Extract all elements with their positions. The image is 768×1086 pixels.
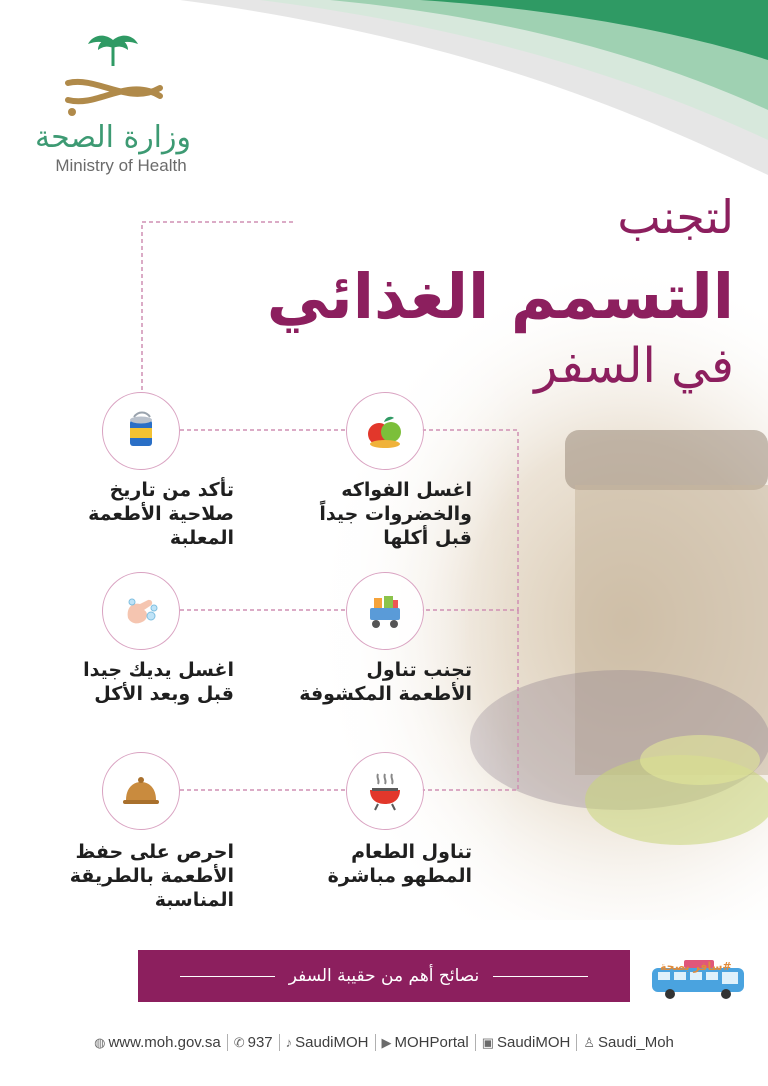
snapchat-text: Saudi_Moh	[598, 1034, 674, 1051]
canned-food-icon	[118, 408, 164, 454]
travel-bus-icon	[644, 950, 752, 1002]
campaign-hashtag: #سافر بصحة	[660, 960, 732, 973]
tip-icon-circle-6	[102, 752, 180, 830]
banner-line-right	[493, 976, 588, 977]
phone-icon: ✆	[233, 1034, 245, 1050]
footer-twitter[interactable]	[279, 1034, 375, 1051]
title-line-3: في السفر	[534, 338, 734, 394]
youtube-text: MOHPortal	[394, 1034, 469, 1051]
title-line-2: التسمم الغذائي	[266, 260, 734, 333]
tip-text-2: تأكد من تاريخ صلاحية الأطعمة المعلبة	[88, 479, 234, 549]
tip-text-1: اغسل الفواكه والخضروات جيداً قبل أكلها	[319, 479, 472, 549]
title-line-1: لتجنب	[617, 190, 734, 244]
ministry-logo	[28, 28, 218, 188]
palm-sword-emblem-icon	[28, 28, 198, 123]
snapchat-icon: ♙	[583, 1034, 595, 1050]
food-cloche-icon	[118, 768, 164, 814]
footer-website[interactable]	[88, 1034, 227, 1051]
tip-icon-circle-5	[346, 752, 424, 830]
ministry-english-name: Ministry of Health	[55, 156, 187, 175]
hand-washing-icon	[118, 588, 164, 634]
grill-icon	[362, 768, 408, 814]
footer-contacts	[0, 1034, 768, 1051]
footer-snapchat[interactable]	[576, 1034, 680, 1051]
twitter-icon: ♪	[285, 1035, 293, 1050]
youtube-icon: ▶	[381, 1034, 392, 1050]
ministry-arabic-name: وزارة الصحة	[35, 120, 191, 155]
footer-phone[interactable]	[227, 1034, 279, 1051]
tip-icon-circle-3	[346, 572, 424, 650]
footer-facebook[interactable]	[475, 1034, 577, 1051]
website-text: www.moh.gov.sa	[108, 1034, 221, 1051]
globe-icon: ◍	[94, 1034, 106, 1050]
phone-text: 937	[247, 1034, 273, 1051]
tagline-banner	[138, 950, 630, 1002]
tip-text-5: تناول الطعام المطهو مباشرة	[327, 841, 472, 887]
tip-text-4: اغسل يديك جيدا قبل وبعد الأكل	[83, 659, 234, 705]
tip-icon-circle-4	[102, 572, 180, 650]
facebook-icon: ▣	[481, 1034, 494, 1050]
banner-line-left	[180, 976, 275, 977]
tip-text-6: احرص على حفظ الأطعمة بالطريقة المناسبة	[69, 841, 234, 911]
tip-text-3: تجنب تناول الأطعمة المكشوفة	[299, 659, 472, 705]
facebook-text: SaudiMOH	[496, 1034, 571, 1051]
banner-text: نصائح أهم من حقيبة السفر	[288, 966, 480, 986]
tip-icon-circle-1	[346, 392, 424, 470]
tip-icon-circle-2	[102, 392, 180, 470]
footer-youtube[interactable]	[375, 1034, 475, 1051]
twitter-text: SaudiMOH	[295, 1034, 369, 1051]
fruit-bowl-icon	[362, 408, 408, 454]
food-cart-icon	[362, 588, 408, 634]
